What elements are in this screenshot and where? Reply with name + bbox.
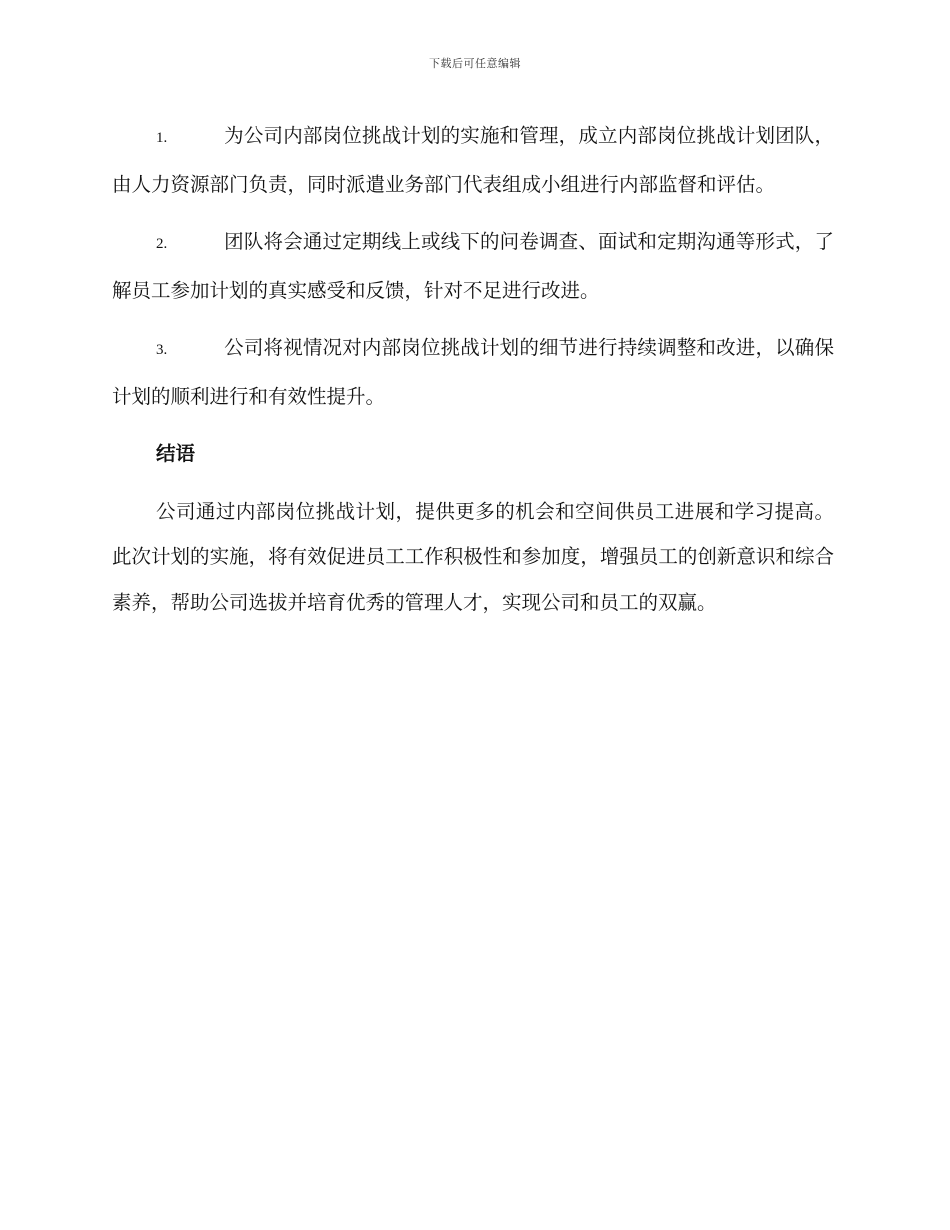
- list-item-text: 团队将会通过定期线上或线下的问卷调查、面试和定期沟通等形式，了解员工参加计划的真实感受和反馈，针对不足进行改进。: [112, 230, 834, 302]
- page-header: 下载后可任意编辑: [429, 57, 521, 70]
- list-item: [112, 113, 834, 207]
- list-item-text: 为公司内部岗位挑战计划的实施和管理，成立内部岗位挑战计划团队，由人力资源部门负责，同时派遣业务部门代表组成小组进行内部监督和评估。: [112, 124, 834, 196]
- conclusion-paragraph: 公司通过内部岗位挑战计划，提供更多的机会和空间供员工进展和学习提高。此次计划的实施，将有效促进员工工作积极性和参加度，增强员工的创新意识和综合素养，帮助公司选拔并培育优秀的管理人才，实现公司和员工的双赢。: [112, 499, 834, 614]
- list-item-number: 3.: [156, 342, 168, 358]
- section-heading: 结语: [156, 442, 196, 465]
- document-body: [112, 113, 834, 625]
- list-item-number: 1.: [156, 130, 168, 146]
- list-item: [112, 219, 834, 313]
- list-item: [112, 325, 834, 419]
- list-item-text: 公司将视情况对内部岗位挑战计划的细节进行持续调整和改进，以确保计划的顺利进行和有效性提升。: [112, 336, 834, 408]
- list-item-number: 2.: [156, 236, 168, 252]
